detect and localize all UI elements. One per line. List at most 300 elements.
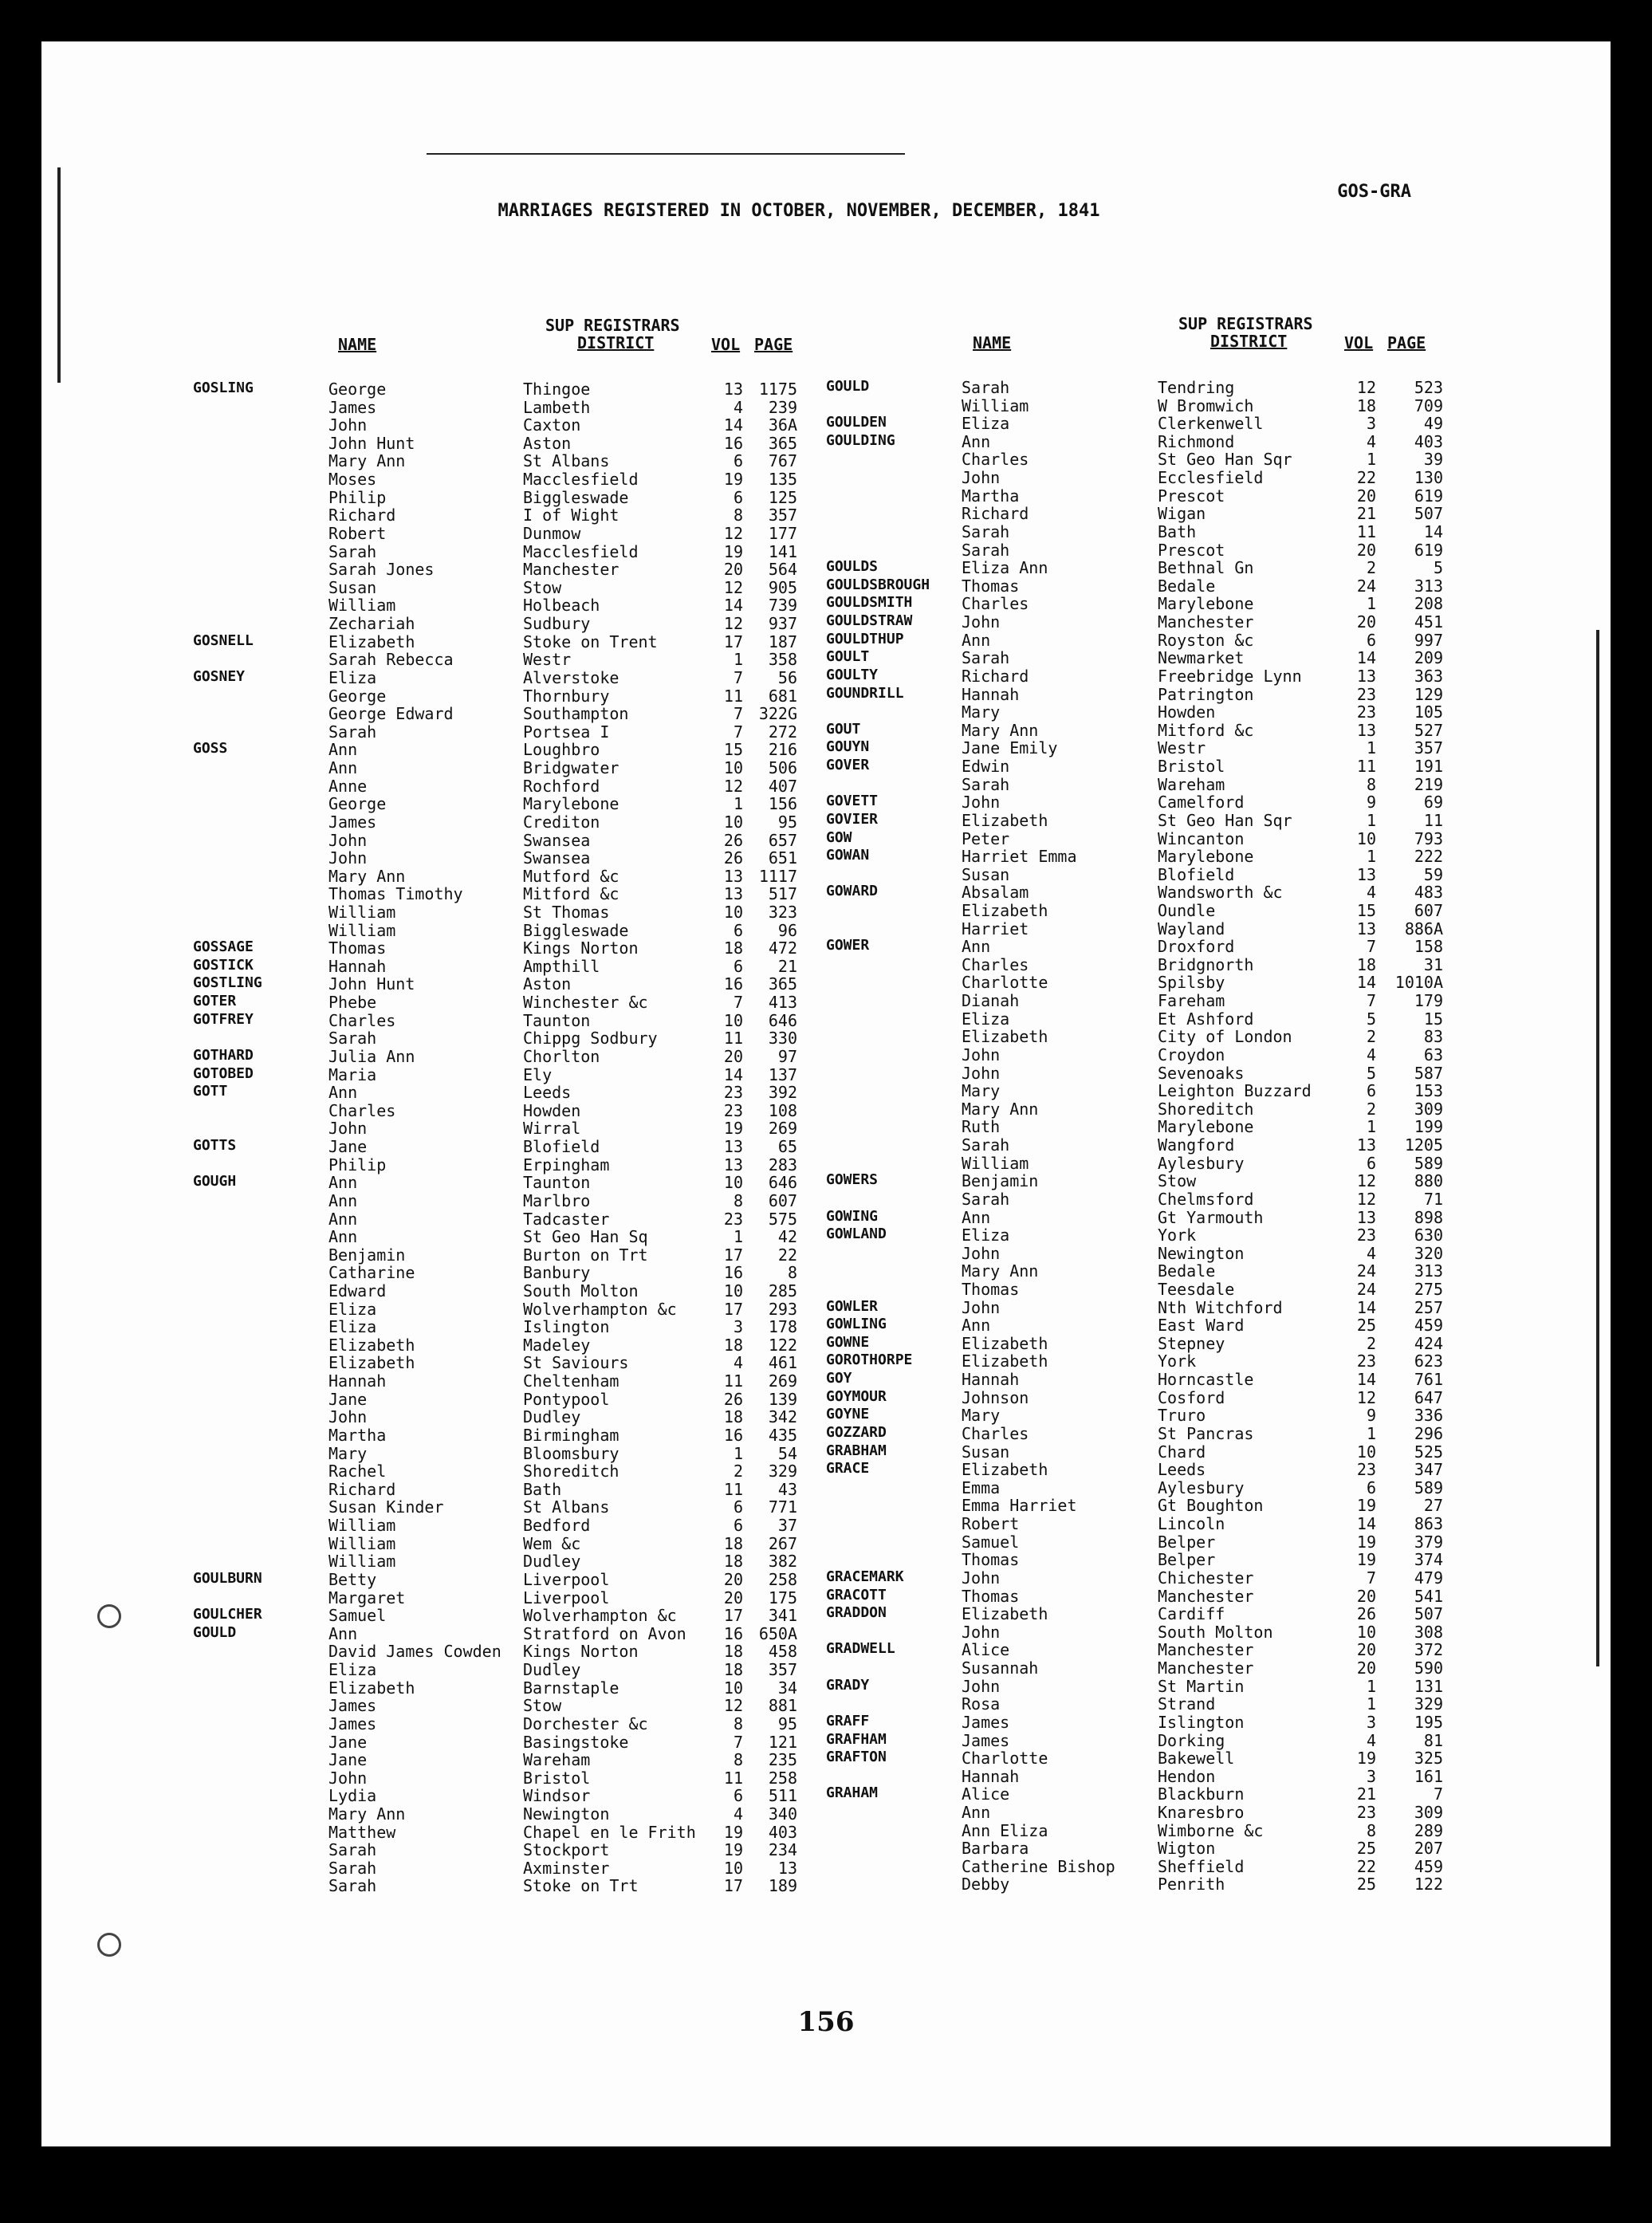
right-entry-given: Dianah	[962, 991, 1020, 1011]
right-entry-page: 158	[1414, 937, 1443, 957]
right-entry-given: Absalam	[962, 883, 1029, 903]
right-entry-vol: 4	[1366, 1243, 1376, 1263]
left-entry-vol: 7	[733, 993, 743, 1013]
right-entry-vol: 13	[1356, 919, 1376, 938]
left-entry-district: Alverstoke	[523, 667, 620, 687]
right-entry-row	[0, 1640, 1652, 1658]
right-entry-given: John	[962, 1297, 1001, 1317]
right-entry-given: Ann	[962, 1316, 991, 1336]
left-entry-vol: 26	[723, 1389, 743, 1409]
left-entry-vol: 18	[723, 1407, 743, 1427]
right-entry-page: 424	[1414, 1333, 1443, 1353]
right-entry-vol: 25	[1356, 1316, 1376, 1336]
right-entry-vol: 26	[1356, 1604, 1376, 1624]
right-entry-surname: GOWAN	[826, 847, 870, 864]
right-entry-page: 320	[1414, 1243, 1443, 1263]
left-entry-given: Jane	[328, 1732, 368, 1752]
right-entry-vol: 13	[1356, 864, 1376, 884]
right-entry-vol: 20	[1356, 612, 1376, 632]
right-entry-district: Westr	[1158, 738, 1206, 758]
left-entry-vol: 1	[733, 1443, 743, 1463]
right-entry-vol: 1	[1366, 1423, 1376, 1443]
left-entry-vol: 1	[733, 1227, 743, 1247]
left-entry-vol: 6	[733, 920, 743, 940]
right-entry-district: Wangford	[1158, 1135, 1235, 1155]
right-entry-page: 623	[1414, 1352, 1443, 1371]
right-entry-row	[0, 1045, 1652, 1064]
left-entry-page: 650A	[758, 1623, 797, 1643]
left-entry-vol: 23	[723, 1100, 743, 1120]
left-entry-district: Kings Norton	[523, 938, 639, 958]
left-entry-district: Newington	[523, 1804, 610, 1824]
left-entry-vol: 12	[723, 577, 743, 597]
right-entry-vol: 7	[1366, 991, 1376, 1011]
right-entry-surname: GRACOTT	[826, 1586, 887, 1603]
right-entry-given: Hannah	[962, 684, 1020, 704]
left-entry-surname: GOSNELL	[193, 631, 254, 649]
left-entry-district: Dorchester &c	[523, 1713, 648, 1733]
left-entry-district: Southampton	[523, 704, 629, 724]
left-entry-page: 771	[768, 1497, 797, 1517]
left-entry-district: Liverpool	[523, 1569, 610, 1589]
right-entry-surname: GOWLAND	[826, 1226, 887, 1243]
left-entry-given: William	[328, 596, 396, 616]
left-entry-surname: GOTTS	[193, 1137, 237, 1155]
left-entry-district: Holbeach	[523, 596, 600, 616]
right-entry-row	[0, 1064, 1652, 1082]
right-entry-page: 590	[1414, 1658, 1443, 1678]
left-entry-given: Sarah	[328, 1840, 377, 1860]
right-entry-page: 329	[1414, 1694, 1443, 1714]
right-entry-row	[0, 1478, 1652, 1497]
right-entry-row	[0, 1442, 1652, 1461]
right-entry-vol: 10	[1356, 1622, 1376, 1642]
left-entry-given: Richard	[328, 506, 396, 525]
left-entry-given: Jane	[328, 1389, 368, 1409]
right-entry-given: John	[962, 468, 1001, 488]
left-entry-page: 272	[768, 722, 797, 742]
left-entry-page: 108	[768, 1100, 797, 1120]
left-entry-vol: 8	[733, 1750, 743, 1770]
left-entry-given: George Edward	[328, 704, 454, 724]
left-entry-given: Ann	[328, 1083, 358, 1103]
right-entry-district: St Martin	[1158, 1676, 1245, 1696]
right-entry-page: 507	[1414, 504, 1443, 524]
right-entry-given: Peter	[962, 828, 1010, 848]
right-entry-page: 459	[1414, 1316, 1443, 1336]
right-entry-row	[0, 1027, 1652, 1045]
left-entry-given: Ann	[328, 1173, 358, 1193]
right-entry-row	[0, 1767, 1652, 1785]
left-entry-vol: 10	[723, 1678, 743, 1698]
right-entry-district: Fareham	[1158, 991, 1225, 1011]
left-entry-district: Dudley	[523, 1660, 581, 1680]
left-entry-vol: 7	[733, 667, 743, 687]
right-entry-district: Bethnal Gn	[1158, 558, 1254, 578]
left-entry-given: Phebe	[328, 993, 377, 1013]
right-entry-district: Howden	[1158, 702, 1216, 722]
left-entry-vol: 18	[723, 1552, 743, 1572]
right-entry-page: 195	[1414, 1712, 1443, 1732]
right-entry-row	[0, 450, 1652, 471]
right-entry-district: Leeds	[1158, 1460, 1206, 1480]
right-entry-district: Belper	[1158, 1532, 1216, 1552]
left-entry-vol: 4	[733, 397, 743, 417]
right-entry-district: Blofield	[1158, 864, 1235, 884]
right-entry-district: Wandsworth &c	[1158, 883, 1283, 903]
right-entry-district: Strand	[1158, 1694, 1216, 1714]
right-entry-vol: 19	[1356, 1550, 1376, 1570]
right-entry-vol: 1	[1366, 738, 1376, 758]
page-title: MARRIAGES REGISTERED IN OCTOBER, NOVEMBER, DECEMBER, 1841	[498, 201, 1100, 221]
right-entry-vol: 25	[1356, 1839, 1376, 1859]
left-entry-page: 905	[768, 577, 797, 597]
left-entry-given: Hannah	[328, 956, 387, 976]
right-entry-surname: GOULDSMITH	[826, 594, 913, 612]
right-entry-surname: GRADDON	[826, 1604, 887, 1622]
left-entry-vol: 17	[723, 1245, 743, 1265]
left-entry-district: Madeley	[523, 1335, 591, 1355]
right-entry-vol: 15	[1356, 900, 1376, 920]
left-entry-page: 461	[768, 1353, 797, 1373]
left-entry-vol: 16	[723, 974, 743, 994]
left-entry-vol: 2	[733, 1462, 743, 1481]
right-entry-given: Hannah	[962, 1370, 1020, 1390]
left-entry-page: 739	[768, 596, 797, 616]
right-entry-given: Richard	[962, 504, 1029, 524]
right-entry-district: Bedale	[1158, 576, 1216, 596]
right-entry-row	[0, 1803, 1652, 1821]
right-entry-district: Clerkenwell	[1158, 414, 1264, 434]
right-entry-page: 607	[1414, 900, 1443, 920]
left-entry-vol: 19	[723, 1822, 743, 1842]
right-entry-vol: 12	[1356, 1189, 1376, 1209]
left-entry-vol: 23	[723, 1209, 743, 1229]
right-entry-surname: GOVER	[826, 757, 870, 774]
left-entry-page: 95	[777, 1713, 797, 1733]
left-entry-surname: GOULCHER	[193, 1606, 262, 1623]
right-entry-row	[0, 1604, 1652, 1626]
right-entry-row	[0, 396, 1652, 415]
left-page-header: PAGE	[754, 335, 793, 354]
right-entry-district: Chelmsford	[1158, 1189, 1254, 1209]
right-entry-surname: GRAFTON	[826, 1749, 887, 1766]
left-entry-district: Wirral	[523, 1119, 581, 1139]
right-entry-page: 5	[1433, 558, 1443, 578]
left-entry-given: Richard	[328, 1479, 396, 1499]
right-entry-vol: 4	[1366, 883, 1376, 903]
right-entry-given: Ann Eliza	[962, 1820, 1048, 1840]
left-entry-given: John Hunt	[328, 433, 415, 453]
left-entry-district: Dunmow	[523, 523, 581, 543]
right-entry-district: Mitford &c	[1158, 720, 1254, 740]
left-entry-given: Ann	[328, 1623, 358, 1643]
right-entry-vol: 20	[1356, 540, 1376, 560]
right-entry-page: 289	[1414, 1820, 1443, 1840]
right-entry-district: Manchester	[1158, 612, 1254, 632]
right-entry-vol: 5	[1366, 1063, 1376, 1083]
right-entry-given: Mary Ann	[962, 1099, 1039, 1119]
right-entry-surname: GOULT	[826, 648, 870, 666]
right-entry-surname: GOZZARD	[826, 1423, 887, 1441]
left-entry-vol: 10	[723, 1010, 743, 1030]
left-entry-page: 156	[768, 794, 797, 814]
left-entry-district: Blofield	[523, 1137, 600, 1157]
left-entry-vol: 19	[723, 1119, 743, 1139]
right-entry-vol: 1	[1366, 1694, 1376, 1714]
left-entry-vol: 11	[723, 1768, 743, 1788]
left-entry-district: Leeds	[523, 1083, 572, 1103]
left-entry-page: 681	[768, 686, 797, 706]
right-entry-vol: 1	[1366, 1117, 1376, 1137]
left-entry-vol: 19	[723, 1840, 743, 1860]
right-entry-given: James	[962, 1730, 1010, 1750]
right-entry-row	[0, 1117, 1652, 1135]
right-entry-district: Teesdale	[1158, 1280, 1235, 1299]
left-entry-page: 403	[768, 1822, 797, 1842]
right-entry-row	[0, 919, 1652, 938]
right-district-header-bottom: DISTRICT	[1210, 332, 1288, 351]
right-entry-row	[0, 1171, 1652, 1193]
left-entry-district: Wolverhampton &c	[523, 1606, 677, 1626]
left-entry-given: William	[328, 920, 396, 940]
right-entry-surname: GOW	[826, 828, 852, 846]
right-entry-row	[0, 1208, 1652, 1226]
right-entry-row	[0, 1784, 1652, 1806]
right-entry-vol: 9	[1366, 1406, 1376, 1426]
right-entry-vol: 23	[1356, 1352, 1376, 1371]
right-entry-row	[0, 721, 1652, 739]
left-entry-page: 97	[777, 1046, 797, 1066]
right-entry-row	[0, 1009, 1652, 1028]
left-entry-district: Aston	[523, 974, 572, 994]
right-entry-page: 619	[1414, 540, 1443, 560]
left-entry-surname: GOSTICK	[193, 956, 254, 974]
right-entry-district: St Geo Han Sqr	[1158, 450, 1292, 470]
left-entry-given: Samuel	[328, 1606, 387, 1626]
left-entry-vol: 12	[723, 523, 743, 543]
right-entry-given: Ann	[962, 1207, 991, 1227]
right-entry-page: 191	[1414, 757, 1443, 777]
left-entry-given: John Hunt	[328, 974, 415, 994]
right-entry-page: 886A	[1404, 919, 1443, 938]
left-entry-given: Lydia	[328, 1786, 377, 1806]
left-entry-vol: 13	[723, 1155, 743, 1174]
left-entry-vol: 12	[723, 776, 743, 796]
left-entry-page: 382	[768, 1552, 797, 1572]
right-entry-vol: 13	[1356, 1135, 1376, 1155]
right-entry-row	[0, 486, 1652, 505]
left-entry-district: Stockport	[523, 1840, 610, 1860]
right-entry-district: Chard	[1158, 1442, 1206, 1462]
left-entry-given: Sarah	[328, 1876, 377, 1896]
left-entry-page: 37	[777, 1516, 797, 1536]
right-entry-page: 31	[1423, 954, 1443, 974]
right-entry-row	[0, 1334, 1652, 1352]
right-entry-row	[0, 1100, 1652, 1118]
left-entry-page: 21	[777, 956, 797, 976]
right-entry-vol: 10	[1356, 828, 1376, 848]
left-entry-given: Ann	[328, 1227, 358, 1247]
right-entry-vol: 2	[1366, 558, 1376, 578]
left-entry-district: Ampthill	[523, 956, 600, 976]
right-entry-district: Truro	[1158, 1406, 1206, 1426]
left-entry-given: David James Cowden	[328, 1642, 502, 1662]
left-entry-district: Shoreditch	[523, 1462, 620, 1481]
right-entry-surname: GRACEMARK	[826, 1568, 904, 1585]
left-entry-surname: GOUGH	[193, 1173, 237, 1190]
right-entry-district: Islington	[1158, 1712, 1245, 1732]
right-entry-row	[0, 991, 1652, 1009]
left-entry-page: 42	[777, 1227, 797, 1247]
left-entry-page: 36A	[768, 415, 797, 435]
right-entry-district: Wayland	[1158, 919, 1225, 938]
left-entry-page: 322G	[758, 704, 797, 724]
right-entry-row	[0, 1081, 1652, 1103]
left-entry-given: Jane	[328, 1750, 368, 1770]
left-entry-district: Chorlton	[523, 1046, 600, 1066]
right-entry-page: 880	[1414, 1171, 1443, 1191]
left-entry-given: Charles	[328, 1010, 396, 1030]
left-entry-district: Ely	[523, 1064, 553, 1084]
left-entry-given: Ann	[328, 758, 358, 778]
left-entry-page: 139	[768, 1389, 797, 1409]
right-entry-surname: GOYNE	[826, 1406, 870, 1423]
left-entry-district: Biggleswade	[523, 487, 629, 507]
right-entry-district: Leighton Buzzard	[1158, 1081, 1312, 1101]
right-entry-surname: GRADWELL	[826, 1640, 895, 1658]
right-entry-given: Alice	[962, 1640, 1010, 1660]
right-entry-district: Stow	[1158, 1171, 1197, 1191]
left-entry-given: James	[328, 812, 377, 832]
left-entry-vol: 16	[723, 433, 743, 453]
right-entry-district: Aylesbury	[1158, 1153, 1245, 1173]
left-entry-page: 575	[768, 1209, 797, 1229]
right-entry-page: 129	[1414, 684, 1443, 704]
left-entry-given: Sarah Rebecca	[328, 650, 454, 670]
right-entry-district: Et Ashford	[1158, 1009, 1254, 1029]
left-entry-district: Thornbury	[523, 686, 610, 706]
right-entry-district: W Bromwich	[1158, 395, 1254, 415]
right-entry-vol: 14	[1356, 1514, 1376, 1534]
right-entry-given: Thomas	[962, 1280, 1020, 1299]
left-entry-vol: 12	[723, 1696, 743, 1716]
right-entry-row	[0, 847, 1652, 865]
left-entry-given: Susan Kinder	[328, 1497, 444, 1517]
right-entry-district: Wareham	[1158, 774, 1225, 794]
left-entry-surname: GOSTLING	[193, 974, 262, 992]
right-entry-given: Thomas	[962, 1586, 1020, 1606]
left-entry-given: Elizabeth	[328, 631, 415, 651]
right-entry-vol: 3	[1366, 1712, 1376, 1732]
right-entry-given: John	[962, 612, 1001, 632]
left-entry-page: 517	[768, 884, 797, 904]
left-entry-given: William	[328, 1516, 396, 1536]
left-entry-vol: 6	[733, 1516, 743, 1536]
left-entry-page: 285	[768, 1281, 797, 1300]
right-entry-page: 296	[1414, 1423, 1443, 1443]
right-entry-given: Charles	[962, 1423, 1029, 1443]
right-entry-page: 11	[1423, 810, 1443, 830]
right-entry-given: James	[962, 1712, 1010, 1732]
left-entry-given: John	[328, 1768, 368, 1788]
left-entry-vol: 6	[733, 956, 743, 976]
right-entry-page: 7	[1433, 1784, 1443, 1804]
right-entry-row	[0, 576, 1652, 595]
left-entry-surname: GOTOBED	[193, 1064, 254, 1082]
left-entry-given: Maria	[328, 1064, 377, 1084]
right-entry-row	[0, 1154, 1652, 1172]
right-entry-given: Catherine Bishop	[962, 1856, 1115, 1876]
left-entry-district: Bloomsbury	[523, 1443, 620, 1463]
right-entry-vol: 21	[1356, 1784, 1376, 1804]
left-entry-district: Loughbro	[523, 740, 600, 760]
right-entry-given: Emma	[962, 1477, 1001, 1497]
left-entry-vol: 17	[723, 631, 743, 651]
right-entry-row	[0, 1298, 1652, 1316]
right-entry-surname: GOUYN	[826, 738, 870, 756]
right-entry-row	[0, 937, 1652, 955]
right-entry-surname: GRADY	[826, 1676, 870, 1694]
left-entry-district: Aston	[523, 433, 572, 453]
left-entry-district: Bristol	[523, 1768, 591, 1788]
right-entry-vol: 23	[1356, 702, 1376, 722]
right-entry-vol: 1	[1366, 594, 1376, 614]
left-entry-district: St Saviours	[523, 1353, 629, 1373]
right-entry-given: Harriet Emma	[962, 847, 1077, 867]
right-entry-row	[0, 1406, 1652, 1427]
right-entry-vol: 1	[1366, 847, 1376, 867]
right-entry-vol: 19	[1356, 1532, 1376, 1552]
left-entry-page: 937	[768, 614, 797, 634]
right-entry-district: Manchester	[1158, 1658, 1254, 1678]
left-entry-page: 216	[768, 740, 797, 760]
right-entry-given: Eliza Ann	[962, 558, 1048, 578]
right-entry-row	[0, 1623, 1652, 1641]
right-entry-vol: 3	[1366, 1766, 1376, 1786]
left-entry-given: John	[328, 830, 368, 850]
left-entry-vol: 10	[723, 1281, 743, 1300]
left-entry-given: Hannah	[328, 1371, 387, 1391]
right-entry-district: Oundle	[1158, 900, 1216, 920]
right-entry-vol: 12	[1356, 1387, 1376, 1407]
right-entry-page: 483	[1414, 883, 1443, 903]
right-entry-page: 27	[1423, 1496, 1443, 1516]
right-entry-district: Croydon	[1158, 1045, 1225, 1064]
right-entry-row	[0, 1731, 1652, 1749]
right-entry-vol: 12	[1356, 1171, 1376, 1191]
right-entry-row	[0, 378, 1652, 396]
right-entry-surname: GOROTHORPE	[826, 1352, 913, 1369]
right-entry-given: Mary	[962, 1081, 1001, 1101]
right-entry-given: Elizabeth	[962, 1352, 1048, 1371]
left-entry-vol: 23	[723, 1083, 743, 1103]
right-entry-vol: 13	[1356, 1207, 1376, 1227]
right-entry-given: Mary	[962, 702, 1001, 722]
right-entry-page: 761	[1414, 1370, 1443, 1390]
left-entry-given: Elizabeth	[328, 1353, 415, 1373]
left-entry-vol: 1	[733, 794, 743, 814]
right-entry-row	[0, 468, 1652, 486]
right-entry-vol: 13	[1356, 666, 1376, 686]
left-entry-given: Ann	[328, 1209, 358, 1229]
left-entry-district: Taunton	[523, 1010, 591, 1030]
right-entry-district: Marylebone	[1158, 1117, 1254, 1137]
left-entry-surname: GOSNEY	[193, 667, 246, 685]
right-entry-row	[0, 738, 1652, 760]
right-entry-given: Susan	[962, 1442, 1010, 1462]
right-entry-page: 347	[1414, 1460, 1443, 1480]
